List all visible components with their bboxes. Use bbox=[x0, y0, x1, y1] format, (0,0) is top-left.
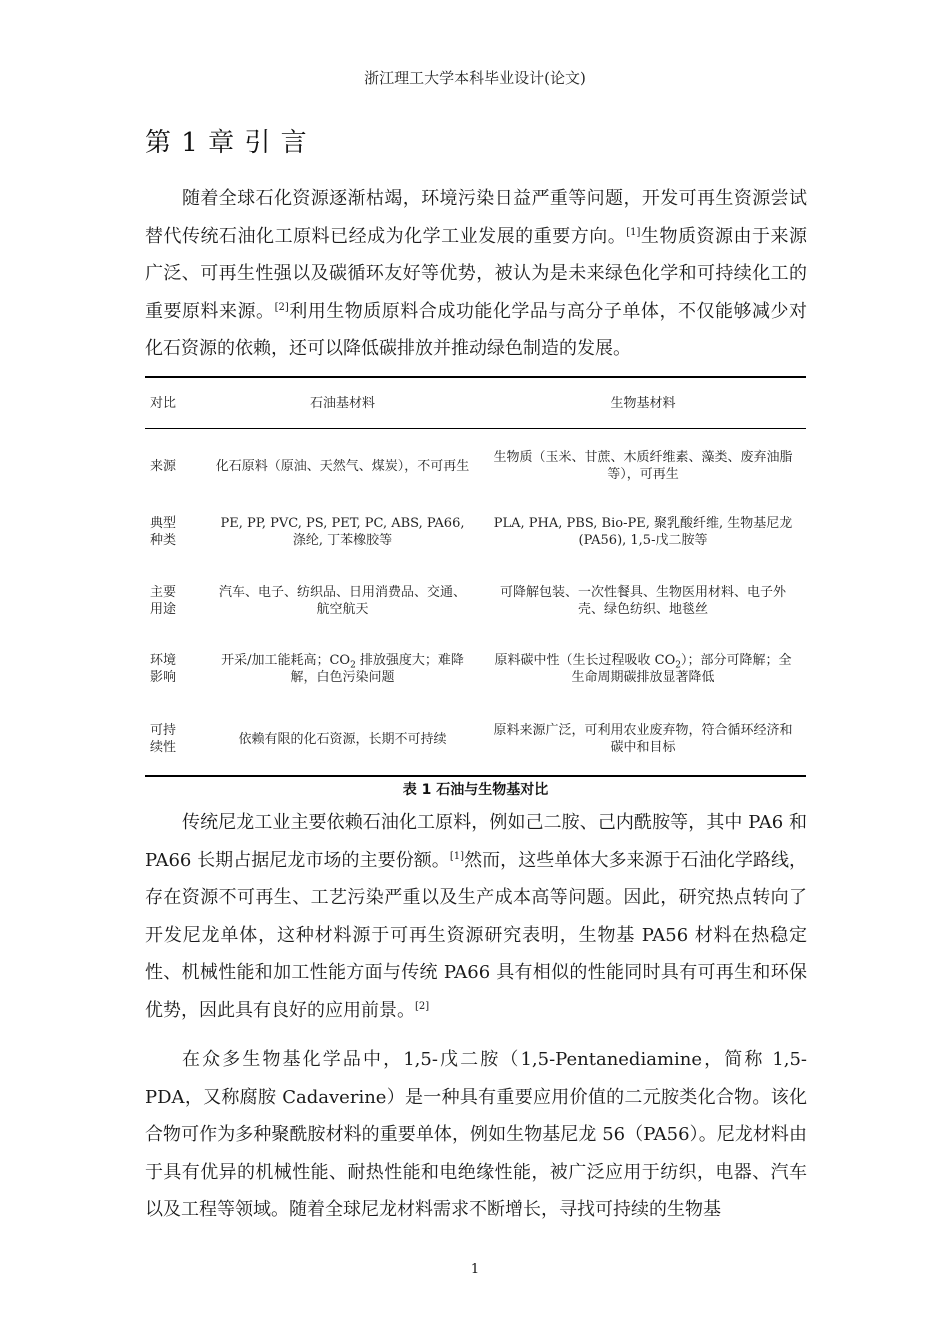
row-label: 主要用途 bbox=[150, 585, 177, 617]
bio-env-text-b: ）；部分可降解；全生命周期碳排放显著降低 bbox=[571, 653, 792, 685]
petro-cell: PE, PP, PVC, PS, PET, PC, ABS, PA66, 涤纶, 丁苯橡胶等 bbox=[220, 516, 465, 548]
bio-cell: 可降解包装、一次性餐具、生物医用材料、电子外壳、绿色纺织、地毯丝 bbox=[499, 585, 786, 617]
row-label: 环境影响 bbox=[150, 653, 177, 685]
table-header-row bbox=[145, 378, 806, 428]
bio-env-text-a: 原料碳中性（生长过程吸收 CO bbox=[494, 653, 676, 668]
table-row bbox=[145, 435, 806, 497]
nylon-text-1: 传统尼龙工业主要依赖石油化工原料，例如己二胺、己内酰胺等，其中 PA6 和 PA66 长期占据尼龙市场的主要份额。 bbox=[145, 812, 807, 871]
bio-cell: PLA, PHA, PBS, Bio-PE, 聚乳酸纤维, 生物基尼龙(PA56), 1,5-戊二胺等 bbox=[493, 516, 793, 548]
table-row bbox=[145, 703, 806, 775]
petro-cell: 依赖有限的化石资源，长期不可持续 bbox=[238, 731, 447, 747]
table-row bbox=[145, 497, 806, 567]
header-petro: 石油基材料 bbox=[309, 395, 375, 411]
citation-1: [1] bbox=[449, 850, 465, 862]
petro-env-text-a: 开采/加工能耗高；CO bbox=[221, 653, 351, 668]
page-number: 1 bbox=[470, 1262, 480, 1277]
petro-cell: 汽车、电子、纺织品、日用消费品、交通、航空航天 bbox=[218, 585, 466, 617]
bio-cell: 原料来源广泛，可利用农业废弃物，符合循环经济和碳中和目标 bbox=[493, 723, 793, 755]
citation-2: [2] bbox=[274, 301, 289, 313]
table-row bbox=[145, 567, 806, 635]
comparison-table bbox=[145, 376, 806, 777]
row-label: 来源 bbox=[150, 458, 177, 474]
row-label: 可持续性 bbox=[150, 723, 177, 755]
cadaverine-text: 在众多生物基化学品中，1,5-戊二胺（1,5-Pentanediamine，简称 1,5-PDA，又称腐胺 Cadaverine）是一种具有重要应用价值的二元胺类化合物。该化合物可作为多种聚酰胺材料的重要单体，例如生物基尼龙 56（PA56）。尼龙材料由于具有优异的机械性能、耐热性能和电绝缘性能，被广泛应用于纺织，电器、汽车以及工程等领域。随着全球尼龙材料需求不断增长，寻找可持续的生物基 bbox=[145, 1049, 807, 1220]
cadaverine-paragraph bbox=[145, 1041, 807, 1229]
intro-text-2: 生物质资源由于来源广泛、可再生性强以及碳循环友好等优势，被认为是未来绿色化学和可持续化工的重要原料来源。 bbox=[145, 225, 808, 322]
nylon-text-2: 然而，这些单体大多来源于石油化学路线，存在资源不可再生、工艺污染严重以及生产成本高等问题。因此，研究热点转向了开发尼龙单体，这种材料源于可再生资源研究表明，生物基 PA56 材料在热稳定性、机械性能和加工性能方面与传统 PA66 具有相似的性能同时具有可再生和环保优势，因此具有良好的应用前景。 bbox=[145, 849, 807, 1021]
chapter-title: 第 1 章 引 言 bbox=[145, 128, 308, 158]
citation-2: [2] bbox=[415, 1000, 430, 1012]
intro-paragraph bbox=[145, 180, 807, 368]
header-compare: 对比 bbox=[150, 395, 177, 411]
co2-subscript: 2 bbox=[350, 660, 356, 671]
co2-subscript: 2 bbox=[675, 660, 681, 671]
page-header: 浙江理工大学本科毕业设计(论文) bbox=[364, 69, 586, 87]
petro-cell bbox=[205, 652, 480, 686]
intro-text-3: 利用生物质原料合成功能化学品与高分子单体，不仅能够减少对化石资源的依赖，还可以降低碳排放并推动绿色制造的发展。 bbox=[145, 300, 808, 359]
petro-env-text-b: 排放强度大；难降解，白色污染问题 bbox=[290, 653, 464, 685]
header-bio: 生物基材料 bbox=[610, 395, 676, 411]
petro-cell: 化石原料（原油、天然气、煤炭），不可再生 bbox=[215, 458, 470, 474]
row-label: 典型种类 bbox=[150, 516, 177, 548]
table-bottom-rule bbox=[145, 775, 806, 777]
bio-cell: 生物质（玉米、甘蔗、木质纤维素、藻类、废弃油脂等），可再生 bbox=[493, 450, 793, 482]
intro-text-1: 随着全球石化资源逐渐枯竭，环境污染日益严重等问题，开发可再生资源尝试替代传统石油化工原料已经成为化学工业发展的重要方向。 bbox=[145, 188, 807, 247]
table-header-rule bbox=[145, 428, 806, 429]
nylon-paragraph bbox=[145, 804, 807, 1029]
bio-cell bbox=[480, 652, 806, 686]
table-caption: 表 1 石油与生物基对比 bbox=[402, 782, 549, 798]
citation-1: [1] bbox=[626, 226, 641, 238]
table-row bbox=[145, 635, 806, 703]
